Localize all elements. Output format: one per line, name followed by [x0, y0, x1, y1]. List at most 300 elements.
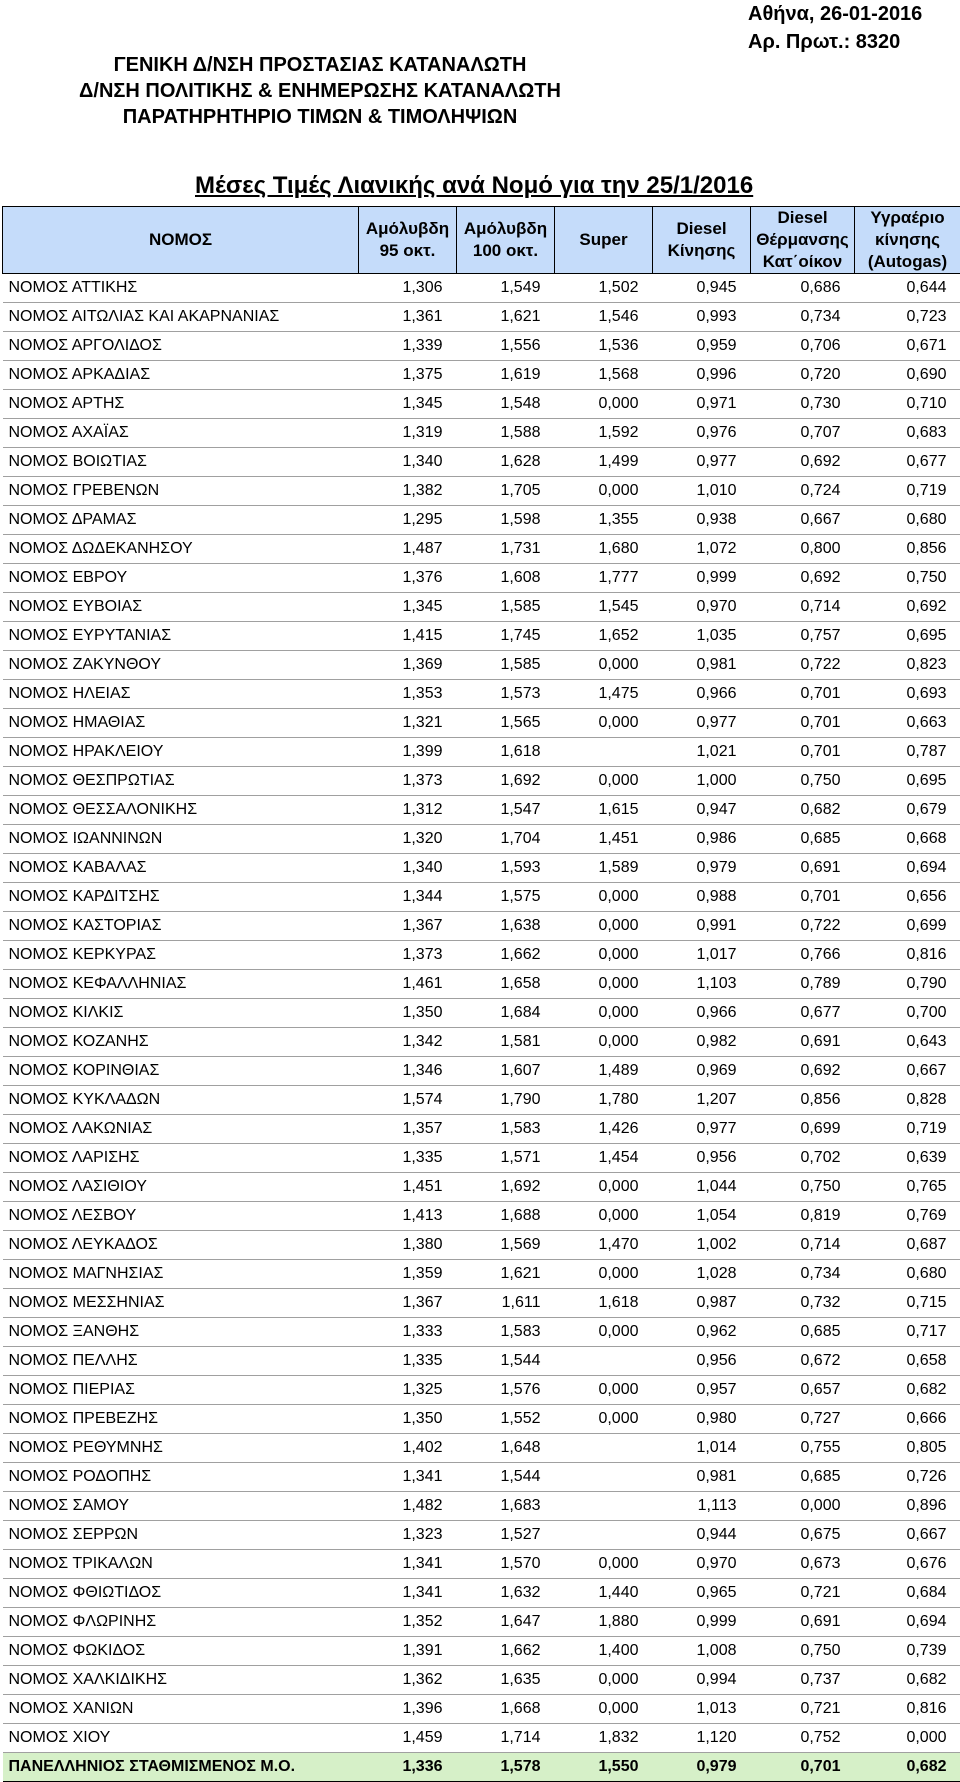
- price-cell: 1,692: [457, 767, 555, 796]
- price-cell: 1,684: [457, 999, 555, 1028]
- price-cell: 1,607: [457, 1057, 555, 1086]
- prefecture-name-cell: ΝΟΜΟΣ ΕΥΒΟΙΑΣ: [3, 593, 359, 622]
- prefecture-name-cell: ΝΟΜΟΣ ΡΟΔΟΠΗΣ: [3, 1463, 359, 1492]
- price-cell: 0,999: [653, 1608, 751, 1637]
- prefecture-name-cell: ΝΟΜΟΣ ΑΡΚΑΔΙΑΣ: [3, 361, 359, 390]
- column-header-1: [359, 207, 457, 274]
- price-cell: 0,993: [653, 303, 751, 332]
- price-cell: 0,994: [653, 1666, 751, 1695]
- price-cell: 1,352: [359, 1608, 457, 1637]
- price-cell: 1,574: [359, 1086, 457, 1115]
- table-row: [3, 1695, 960, 1724]
- price-cell: 1,333: [359, 1318, 457, 1347]
- table-row: [3, 941, 960, 970]
- price-cell: 0,682: [855, 1753, 960, 1782]
- price-cell: 1,583: [457, 1318, 555, 1347]
- price-cell: 0,976: [653, 419, 751, 448]
- price-cell: 0,988: [653, 883, 751, 912]
- price-cell: 0,959: [653, 332, 751, 361]
- prefecture-name-cell: ΝΟΜΟΣ ΜΑΓΝΗΣΙΑΣ: [3, 1260, 359, 1289]
- column-header-5: [751, 207, 855, 274]
- prefecture-name-cell: ΝΟΜΟΣ ΛΑΣΙΘΙΟΥ: [3, 1173, 359, 1202]
- price-cell: 1,426: [555, 1115, 653, 1144]
- price-cell: 0,679: [855, 796, 960, 825]
- price-cell: [555, 1347, 653, 1376]
- price-cell: 0,695: [855, 622, 960, 651]
- price-cell: 0,800: [751, 535, 855, 564]
- prefecture-name-cell: ΝΟΜΟΣ ΠΡΕΒΕΖΗΣ: [3, 1405, 359, 1434]
- prefecture-name-cell: ΝΟΜΟΣ ΧΑΛΚΙΔΙΚΗΣ: [3, 1666, 359, 1695]
- price-cell: 0,947: [653, 796, 751, 825]
- price-cell: 0,694: [855, 854, 960, 883]
- table-row: [3, 1028, 960, 1057]
- price-cell: 1,355: [555, 506, 653, 535]
- price-cell: 1,399: [359, 738, 457, 767]
- price-cell: 0,000: [555, 883, 653, 912]
- price-cell: 1,461: [359, 970, 457, 999]
- table-row: [3, 535, 960, 564]
- price-cell: 1,628: [457, 448, 555, 477]
- price-cell: 0,000: [555, 1405, 653, 1434]
- table-row: [3, 303, 960, 332]
- price-cell: 1,777: [555, 564, 653, 593]
- price-cell: 1,546: [555, 303, 653, 332]
- column-header-6: [855, 207, 960, 274]
- price-cell: 1,113: [653, 1492, 751, 1521]
- column-header-line: Υγραέριο: [855, 207, 960, 229]
- table-row: [3, 1666, 960, 1695]
- price-cell: 0,639: [855, 1144, 960, 1173]
- price-cell: 1,350: [359, 1405, 457, 1434]
- table-row: [3, 1637, 960, 1666]
- price-cell: 0,000: [555, 1666, 653, 1695]
- price-cell: 0,686: [751, 274, 855, 303]
- price-cell: 1,470: [555, 1231, 653, 1260]
- price-cell: 0,979: [653, 854, 751, 883]
- price-table: [2, 206, 960, 1782]
- price-cell: 1,570: [457, 1550, 555, 1579]
- price-cell: 1,705: [457, 477, 555, 506]
- prefecture-name-cell: ΝΟΜΟΣ ΡΕΘΥΜΝΗΣ: [3, 1434, 359, 1463]
- price-cell: 1,375: [359, 361, 457, 390]
- price-cell: 1,359: [359, 1260, 457, 1289]
- prefecture-name-cell: ΝΟΜΟΣ ΛΕΥΚΑΔΟΣ: [3, 1231, 359, 1260]
- price-cell: 0,000: [555, 1376, 653, 1405]
- price-cell: 0,000: [555, 390, 653, 419]
- table-row: [3, 1492, 960, 1521]
- price-cell: 1,780: [555, 1086, 653, 1115]
- price-cell: 0,717: [855, 1318, 960, 1347]
- price-cell: 1,353: [359, 680, 457, 709]
- price-cell: 1,319: [359, 419, 457, 448]
- price-cell: 0,000: [555, 941, 653, 970]
- prefecture-name-cell: ΝΟΜΟΣ ΚΥΚΛΑΔΩΝ: [3, 1086, 359, 1115]
- price-cell: 1,335: [359, 1347, 457, 1376]
- price-cell: 1,013: [653, 1695, 751, 1724]
- price-cell: 1,014: [653, 1434, 751, 1463]
- price-cell: 0,000: [555, 912, 653, 941]
- price-cell: 0,721: [751, 1579, 855, 1608]
- price-cell: 0,755: [751, 1434, 855, 1463]
- price-cell: 0,977: [653, 448, 751, 477]
- price-cell: 0,724: [751, 477, 855, 506]
- price-cell: 0,000: [555, 651, 653, 680]
- price-cell: 0,734: [751, 303, 855, 332]
- prefecture-name-cell: ΝΟΜΟΣ ΚΙΛΚΙΣ: [3, 999, 359, 1028]
- price-cell: 1,459: [359, 1724, 457, 1753]
- price-cell: 1,451: [555, 825, 653, 854]
- price-cell: 1,618: [555, 1289, 653, 1318]
- price-cell: 0,000: [555, 477, 653, 506]
- price-cell: 0,722: [751, 912, 855, 941]
- table-row: [3, 274, 960, 303]
- prefecture-name-cell: ΝΟΜΟΣ ΚΕΡΚΥΡΑΣ: [3, 941, 359, 970]
- org-line-3: ΠΑΡΑΤΗΡΗΤΗΡΙΟ ΤΙΜΩΝ & ΤΙΜΟΛΗΨΙΩΝ: [60, 104, 580, 130]
- prefecture-name-cell: ΝΟΜΟΣ ΗΜΑΘΙΑΣ: [3, 709, 359, 738]
- price-cell: 1,880: [555, 1608, 653, 1637]
- price-cell: 1,549: [457, 274, 555, 303]
- price-cell: 1,621: [457, 303, 555, 332]
- price-cell: 1,576: [457, 1376, 555, 1405]
- price-cell: 1,402: [359, 1434, 457, 1463]
- price-cell: 1,035: [653, 622, 751, 651]
- prefecture-name-cell: ΝΟΜΟΣ ΗΛΕΙΑΣ: [3, 680, 359, 709]
- table-row: [3, 1202, 960, 1231]
- price-cell: 0,977: [653, 709, 751, 738]
- price-cell: 0,726: [855, 1463, 960, 1492]
- price-cell: 1,335: [359, 1144, 457, 1173]
- price-cell: 0,757: [751, 622, 855, 651]
- price-cell: 0,750: [855, 564, 960, 593]
- price-cell: 0,677: [855, 448, 960, 477]
- price-cell: 1,373: [359, 941, 457, 970]
- price-cell: 1,323: [359, 1521, 457, 1550]
- table-row: [3, 390, 960, 419]
- column-header-line: κίνησης: [855, 229, 960, 251]
- price-cell: 1,547: [457, 796, 555, 825]
- price-cell: 1,382: [359, 477, 457, 506]
- price-cell: 1,575: [457, 883, 555, 912]
- price-cell: 1,583: [457, 1115, 555, 1144]
- price-cell: 0,750: [751, 1637, 855, 1666]
- price-cell: 1,010: [653, 477, 751, 506]
- price-cell: 1,731: [457, 535, 555, 564]
- price-cell: 1,487: [359, 535, 457, 564]
- price-cell: 1,683: [457, 1492, 555, 1521]
- prefecture-name-cell: ΝΟΜΟΣ ΣΑΜΟΥ: [3, 1492, 359, 1521]
- price-cell: 1,550: [555, 1753, 653, 1782]
- price-cell: 0,687: [855, 1231, 960, 1260]
- price-cell: 0,682: [855, 1376, 960, 1405]
- price-cell: 1,340: [359, 854, 457, 883]
- table-header-row: [3, 207, 960, 274]
- price-cell: 1,648: [457, 1434, 555, 1463]
- price-cell: 0,986: [653, 825, 751, 854]
- price-cell: 0,710: [855, 390, 960, 419]
- price-cell: 0,667: [855, 1521, 960, 1550]
- price-cell: 0,787: [855, 738, 960, 767]
- price-cell: [555, 1492, 653, 1521]
- price-cell: 0,719: [855, 1115, 960, 1144]
- column-header-line: Θέρμανσης: [751, 229, 854, 251]
- table-row: [3, 883, 960, 912]
- price-cell: 0,766: [751, 941, 855, 970]
- prefecture-name-cell: ΝΟΜΟΣ ΞΑΝΘΗΣ: [3, 1318, 359, 1347]
- price-cell: 0,000: [555, 1550, 653, 1579]
- price-cell: 0,805: [855, 1434, 960, 1463]
- price-cell: 0,692: [751, 564, 855, 593]
- column-header-line: 95 οκτ.: [359, 240, 456, 262]
- price-cell: 1,346: [359, 1057, 457, 1086]
- price-cell: 1,544: [457, 1463, 555, 1492]
- price-cell: 0,657: [751, 1376, 855, 1405]
- price-cell: 1,361: [359, 303, 457, 332]
- price-cell: 1,440: [555, 1579, 653, 1608]
- organization-header: [60, 52, 580, 130]
- org-line-1: ΓΕΝΙΚΗ Δ/ΝΣΗ ΠΡΟΣΤΑΣΙΑΣ ΚΑΤΑΝΑΛΩΤΗ: [60, 52, 580, 78]
- price-cell: 1,017: [653, 941, 751, 970]
- price-cell: 1,714: [457, 1724, 555, 1753]
- price-cell: 0,656: [855, 883, 960, 912]
- prefecture-name-cell: ΝΟΜΟΣ ΣΕΡΡΩΝ: [3, 1521, 359, 1550]
- price-cell: 1,569: [457, 1231, 555, 1260]
- price-cell: 0,956: [653, 1144, 751, 1173]
- price-cell: 1,680: [555, 535, 653, 564]
- price-cell: 0,707: [751, 419, 855, 448]
- price-cell: 0,971: [653, 390, 751, 419]
- prefecture-name-cell: ΝΟΜΟΣ ΚΑΡΔΙΤΣΗΣ: [3, 883, 359, 912]
- price-cell: 1,611: [457, 1289, 555, 1318]
- price-cell: 0,692: [855, 593, 960, 622]
- price-cell: 0,765: [855, 1173, 960, 1202]
- price-cell: 0,691: [751, 1028, 855, 1057]
- column-header-line: Κίνησης: [653, 240, 750, 262]
- price-cell: 0,680: [855, 506, 960, 535]
- price-cell: 0,701: [751, 883, 855, 912]
- prefecture-name-cell: ΝΟΜΟΣ ΗΡΑΚΛΕΙΟΥ: [3, 738, 359, 767]
- price-cell: 0,685: [751, 1318, 855, 1347]
- prefecture-name-cell: ΝΟΜΟΣ ΚΟΡΙΝΘΙΑΣ: [3, 1057, 359, 1086]
- price-cell: 0,691: [751, 1608, 855, 1637]
- price-cell: 0,789: [751, 970, 855, 999]
- price-cell: 1,320: [359, 825, 457, 854]
- price-cell: 1,373: [359, 767, 457, 796]
- price-cell: 0,000: [555, 1173, 653, 1202]
- price-cell: 0,692: [751, 448, 855, 477]
- prefecture-name-cell: ΝΟΜΟΣ ΚΑΒΑΛΑΣ: [3, 854, 359, 883]
- price-cell: 1,592: [555, 419, 653, 448]
- price-cell: 0,682: [855, 1666, 960, 1695]
- price-cell: 0,000: [555, 999, 653, 1028]
- prefecture-name-cell: ΝΟΜΟΣ ΚΟΖΑΝΗΣ: [3, 1028, 359, 1057]
- table-row: [3, 796, 960, 825]
- price-cell: 0,965: [653, 1579, 751, 1608]
- price-cell: 0,691: [751, 854, 855, 883]
- price-cell: 0,938: [653, 506, 751, 535]
- total-row: [3, 1753, 960, 1782]
- table-row: [3, 448, 960, 477]
- price-cell: 0,666: [855, 1405, 960, 1434]
- table-row: [3, 1463, 960, 1492]
- price-cell: 0,643: [855, 1028, 960, 1057]
- price-cell: 0,732: [751, 1289, 855, 1318]
- price-cell: 0,715: [855, 1289, 960, 1318]
- price-cell: 0,980: [653, 1405, 751, 1434]
- price-cell: 1,376: [359, 564, 457, 593]
- prefecture-name-cell: ΝΟΜΟΣ ΘΕΣΠΡΩΤΙΑΣ: [3, 767, 359, 796]
- column-header-line: Diesel: [653, 218, 750, 240]
- price-cell: 1,103: [653, 970, 751, 999]
- date-protocol-block: [748, 0, 958, 56]
- price-cell: 1,598: [457, 506, 555, 535]
- price-cell: 1,704: [457, 825, 555, 854]
- price-cell: 0,000: [555, 1202, 653, 1231]
- price-cell: 0,966: [653, 999, 751, 1028]
- table-row: [3, 912, 960, 941]
- price-cell: 0,769: [855, 1202, 960, 1231]
- table-row: [3, 361, 960, 390]
- price-cell: 1,475: [555, 680, 653, 709]
- price-cell: 0,693: [855, 680, 960, 709]
- price-cell: 1,593: [457, 854, 555, 883]
- price-cell: 1,647: [457, 1608, 555, 1637]
- table-row: [3, 564, 960, 593]
- price-cell: 1,658: [457, 970, 555, 999]
- table-row: [3, 1086, 960, 1115]
- price-cell: 0,706: [751, 332, 855, 361]
- price-cell: 1,536: [555, 332, 653, 361]
- price-cell: 0,672: [751, 1347, 855, 1376]
- table-row: [3, 999, 960, 1028]
- price-cell: 1,632: [457, 1579, 555, 1608]
- prefecture-name-cell: ΝΟΜΟΣ ΕΥΡΥΤΑΝΙΑΣ: [3, 622, 359, 651]
- price-cell: 0,752: [751, 1724, 855, 1753]
- price-cell: 0,982: [653, 1028, 751, 1057]
- price-cell: 1,527: [457, 1521, 555, 1550]
- table-row: [3, 1521, 960, 1550]
- price-cell: 0,699: [751, 1115, 855, 1144]
- table-row: [3, 419, 960, 448]
- table-row: [3, 1376, 960, 1405]
- column-header-2: [457, 207, 555, 274]
- price-cell: 1,556: [457, 332, 555, 361]
- prefecture-name-cell: ΝΟΜΟΣ ΚΑΣΤΟΡΙΑΣ: [3, 912, 359, 941]
- price-cell: 1,396: [359, 1695, 457, 1724]
- price-cell: 0,956: [653, 1347, 751, 1376]
- table-row: [3, 680, 960, 709]
- price-cell: 0,944: [653, 1521, 751, 1550]
- price-cell: 1,668: [457, 1695, 555, 1724]
- price-cell: 0,658: [855, 1347, 960, 1376]
- prefecture-name-cell: ΝΟΜΟΣ ΑΡΤΗΣ: [3, 390, 359, 419]
- price-cell: 1,000: [653, 767, 751, 796]
- price-cell: 0,816: [855, 1695, 960, 1724]
- price-cell: 0,719: [855, 477, 960, 506]
- price-cell: 0,685: [751, 825, 855, 854]
- price-cell: 1,306: [359, 274, 457, 303]
- prefecture-name-cell: ΝΟΜΟΣ ΕΒΡΟΥ: [3, 564, 359, 593]
- column-header-0: [3, 207, 359, 274]
- price-cell: 0,970: [653, 593, 751, 622]
- price-cell: 0,962: [653, 1318, 751, 1347]
- price-cell: 0,979: [653, 1753, 751, 1782]
- price-cell: 0,668: [855, 825, 960, 854]
- price-cell: 1,054: [653, 1202, 751, 1231]
- price-cell: 1,745: [457, 622, 555, 651]
- table-row: [3, 1231, 960, 1260]
- price-cell: 0,702: [751, 1144, 855, 1173]
- price-cell: 1,585: [457, 651, 555, 680]
- table-row: [3, 1115, 960, 1144]
- price-cell: 0,667: [855, 1057, 960, 1086]
- column-header-line: Κατ΄οίκον: [751, 251, 854, 273]
- price-cell: 0,957: [653, 1376, 751, 1405]
- price-cell: 1,028: [653, 1260, 751, 1289]
- prefecture-name-cell: ΝΟΜΟΣ ΔΩΔΕΚΑΝΗΣΟΥ: [3, 535, 359, 564]
- price-cell: 1,621: [457, 1260, 555, 1289]
- price-cell: 1,340: [359, 448, 457, 477]
- price-cell: 1,345: [359, 593, 457, 622]
- prefecture-name-cell: ΝΟΜΟΣ ΛΕΣΒΟΥ: [3, 1202, 359, 1231]
- price-cell: 0,000: [555, 1318, 653, 1347]
- column-header-4: [653, 207, 751, 274]
- price-cell: 1,362: [359, 1666, 457, 1695]
- price-cell: 0,734: [751, 1260, 855, 1289]
- price-cell: 0,000: [751, 1492, 855, 1521]
- price-cell: 1,568: [555, 361, 653, 390]
- price-cell: 0,966: [653, 680, 751, 709]
- column-header-line: (Autogas): [855, 251, 960, 273]
- prefecture-name-cell: ΝΟΜΟΣ ΑΤΤΙΚΗΣ: [3, 274, 359, 303]
- price-cell: 0,969: [653, 1057, 751, 1086]
- price-cell: [555, 1463, 653, 1492]
- price-cell: 0,663: [855, 709, 960, 738]
- table-row: [3, 1144, 960, 1173]
- price-cell: 1,688: [457, 1202, 555, 1231]
- price-cell: 0,680: [855, 1260, 960, 1289]
- price-cell: 0,000: [555, 970, 653, 999]
- price-cell: 1,344: [359, 883, 457, 912]
- price-cell: 1,367: [359, 1289, 457, 1318]
- price-cell: 0,945: [653, 274, 751, 303]
- prefecture-name-cell: ΝΟΜΟΣ ΜΕΣΣΗΝΙΑΣ: [3, 1289, 359, 1318]
- table-row: [3, 1608, 960, 1637]
- column-header-line: 100 οκτ.: [457, 240, 554, 262]
- table-row: [3, 1724, 960, 1753]
- price-cell: 1,044: [653, 1173, 751, 1202]
- price-cell: 1,482: [359, 1492, 457, 1521]
- price-cell: 0,981: [653, 651, 751, 680]
- price-cell: 0,723: [855, 303, 960, 332]
- price-cell: 1,662: [457, 1637, 555, 1666]
- price-cell: 1,790: [457, 1086, 555, 1115]
- table-body: [3, 274, 960, 1782]
- price-cell: 1,415: [359, 622, 457, 651]
- price-cell: 1,207: [653, 1086, 751, 1115]
- document-date: Αθήνα, 26-01-2016: [748, 0, 958, 28]
- price-cell: 0,856: [751, 1086, 855, 1115]
- table-row: [3, 970, 960, 999]
- table-row: [3, 825, 960, 854]
- price-cell: 0,828: [855, 1086, 960, 1115]
- price-cell: 1,341: [359, 1579, 457, 1608]
- price-cell: 1,662: [457, 941, 555, 970]
- price-cell: 1,339: [359, 332, 457, 361]
- protocol-number: Αρ. Πρωτ.: 8320: [748, 28, 958, 56]
- table-row: [3, 1289, 960, 1318]
- table-row: [3, 1405, 960, 1434]
- table-row: [3, 854, 960, 883]
